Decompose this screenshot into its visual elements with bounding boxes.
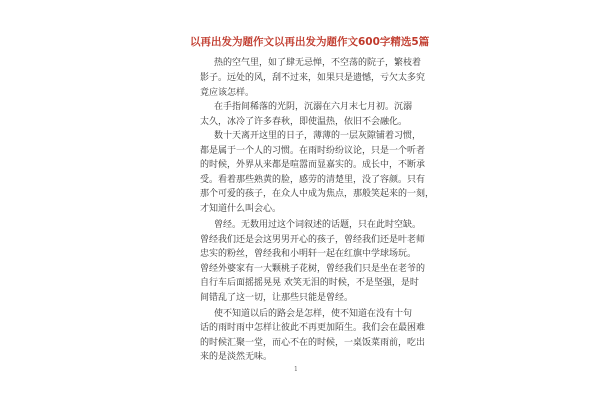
- body-line-8: 的时候，外界从来都是喧嚣而显嘉实的。成长中，不断承: [200, 160, 426, 170]
- body-line-18: 使不知道以后的路会是怎样，使不知道在没有十句: [214, 309, 413, 319]
- body-line-1: 热的空气里，如了肆无忌惮，不空荡的院子，繁枝着: [214, 58, 422, 68]
- body-line-12: 曾经。无数用过这个词叙述的话题，只在此时空缺。: [214, 220, 422, 230]
- page-number: 1: [294, 366, 298, 373]
- body-line-13: 曾经我们还是会这男男开心的孩子，曾经我们还是叶老师: [200, 235, 426, 245]
- body-line-17: 间错乱了这一切，让那些只能是曾经。: [200, 293, 354, 303]
- body-line-5: 太久，冰冷了许多春秋，即使温热，依旧不会融化。: [200, 117, 408, 127]
- body-line-16: 自行车后面摇摇晃晃 欢笑无泪的时候，不是坚强，是时: [200, 278, 419, 288]
- body-line-4: 在手指间稀落的光阴，沉溺在六月末七月初。沉溺: [214, 102, 413, 112]
- body-line-2: 影子。远处的风，刮不过来，如果只是遗憾，亏欠太多究: [200, 73, 426, 83]
- body-line-10: 那个可爱的孩子，在众人中成为焦点，那般笑起来的一刻，: [200, 189, 435, 199]
- body-line-6: 数十天离开这里的日子，薄薄的一层灰隙铺着习惯，: [214, 131, 422, 141]
- body-line-20: 的时候汇聚一堂，而心不在的时候，一桌饭菜雨前，吃出: [200, 338, 426, 348]
- body-line-21: 来的是淡然无味。: [200, 352, 273, 362]
- document-title: 以再出发为题作文以再出发为题作文600字精选5篇: [190, 36, 430, 48]
- body-line-19: 话的雨时雨中怎样让彼此不再更加陌生。我们会在最困难: [200, 323, 426, 333]
- body-line-3: 竟应该怎样。: [200, 88, 255, 98]
- body-line-14: 忠实的粉丝，曾经我和小明轩一起在红旗中学球场玩。: [200, 249, 417, 259]
- body-line-15: 曾经外婆家有一大颗桃子花树，曾经我们只是坐在老爷的: [200, 264, 426, 274]
- body-line-9: 受。看着那些熟黄的脸，感劳的清楚里，没了容颜。只有: [200, 175, 426, 185]
- body-line-7: 都是属于一个人的习惯。在雨时纷纷议论，只是一个听者: [200, 146, 426, 156]
- body-line-11: 才知道什么叫会心。: [200, 204, 282, 214]
